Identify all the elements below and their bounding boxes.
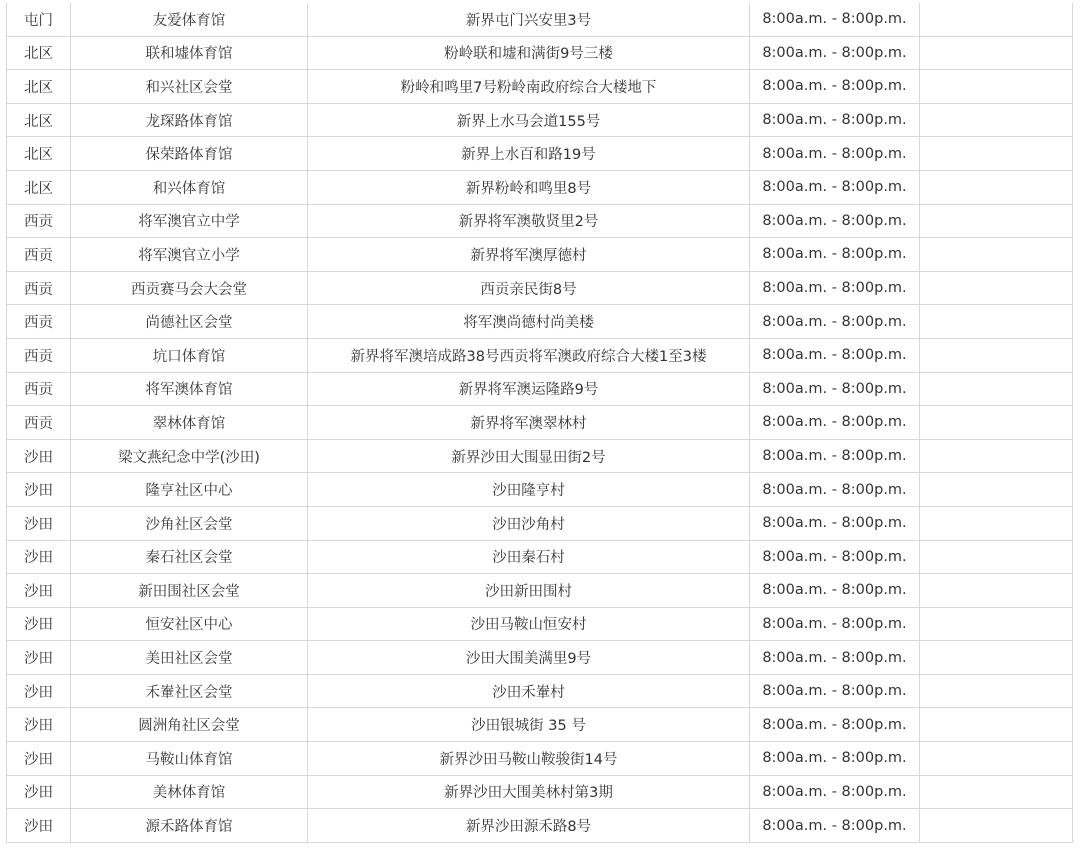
venue-cell: 沙角社区会堂 xyxy=(71,506,308,540)
table-row xyxy=(7,238,1073,272)
venue-cell: 保荣路体育馆 xyxy=(71,137,308,171)
venue-cell: 将军澳官立中学 xyxy=(71,204,308,238)
hours-cell: 8:00a.m. - 8:00p.m. xyxy=(750,439,920,473)
table-row xyxy=(7,708,1073,742)
address-cell: 沙田大围美满里9号 xyxy=(308,641,750,675)
district-cell: 西贡 xyxy=(7,238,71,272)
hours-cell: 8:00a.m. - 8:00p.m. xyxy=(750,36,920,70)
hours-cell: 8:00a.m. - 8:00p.m. xyxy=(750,406,920,440)
venue-cell: 新田围社区会堂 xyxy=(71,574,308,608)
hours-cell: 8:00a.m. - 8:00p.m. xyxy=(750,305,920,339)
district-cell: 沙田 xyxy=(7,708,71,742)
hours-cell: 8:00a.m. - 8:00p.m. xyxy=(750,137,920,171)
table-row xyxy=(7,137,1073,171)
venue-cell: 和兴体育馆 xyxy=(71,170,308,204)
address-cell: 粉岭联和墟和满街9号三楼 xyxy=(308,36,750,70)
address-cell: 沙田马鞍山恒安村 xyxy=(308,607,750,641)
extra-cell xyxy=(920,574,1073,608)
address-cell: 将军澳尚德村尚美楼 xyxy=(308,305,750,339)
district-cell: 沙田 xyxy=(7,641,71,675)
extra-cell xyxy=(920,137,1073,171)
district-cell: 沙田 xyxy=(7,775,71,809)
table-row xyxy=(7,305,1073,339)
venue-cell: 尚德社区会堂 xyxy=(71,305,308,339)
extra-cell xyxy=(920,607,1073,641)
hours-cell: 8:00a.m. - 8:00p.m. xyxy=(750,775,920,809)
venue-cell: 美田社区会堂 xyxy=(71,641,308,675)
address-cell: 新界屯门兴安里3号 xyxy=(308,3,750,36)
district-cell: 沙田 xyxy=(7,674,71,708)
hours-cell: 8:00a.m. - 8:00p.m. xyxy=(750,338,920,372)
venue-table xyxy=(6,3,1073,843)
extra-cell xyxy=(920,103,1073,137)
district-cell: 西贡 xyxy=(7,204,71,238)
hours-cell: 8:00a.m. - 8:00p.m. xyxy=(750,238,920,272)
district-cell: 沙田 xyxy=(7,809,71,843)
hours-cell: 8:00a.m. - 8:00p.m. xyxy=(750,809,920,843)
venue-cell: 龙琛路体育馆 xyxy=(71,103,308,137)
address-cell: 新界沙田大围美林村第3期 xyxy=(308,775,750,809)
venue-cell: 将军澳官立小学 xyxy=(71,238,308,272)
table-row xyxy=(7,271,1073,305)
address-cell: 沙田禾輋村 xyxy=(308,674,750,708)
venue-table-body xyxy=(7,3,1073,842)
district-cell: 屯门 xyxy=(7,3,71,36)
extra-cell xyxy=(920,406,1073,440)
extra-cell xyxy=(920,641,1073,675)
district-cell: 北区 xyxy=(7,103,71,137)
venue-table-container xyxy=(6,3,1072,843)
district-cell: 沙田 xyxy=(7,506,71,540)
table-row xyxy=(7,36,1073,70)
extra-cell xyxy=(920,372,1073,406)
district-cell: 沙田 xyxy=(7,473,71,507)
district-cell: 沙田 xyxy=(7,540,71,574)
extra-cell xyxy=(920,674,1073,708)
extra-cell xyxy=(920,338,1073,372)
table-row xyxy=(7,506,1073,540)
extra-cell xyxy=(920,775,1073,809)
table-row xyxy=(7,574,1073,608)
district-cell: 西贡 xyxy=(7,271,71,305)
extra-cell xyxy=(920,204,1073,238)
address-cell: 新界将军澳培成路38号西贡将军澳政府综合大楼1至3楼 xyxy=(308,338,750,372)
district-cell: 西贡 xyxy=(7,305,71,339)
district-cell: 西贡 xyxy=(7,338,71,372)
venue-cell: 恒安社区中心 xyxy=(71,607,308,641)
hours-cell: 8:00a.m. - 8:00p.m. xyxy=(750,708,920,742)
district-cell: 西贡 xyxy=(7,406,71,440)
venue-cell: 隆亨社区中心 xyxy=(71,473,308,507)
hours-cell: 8:00a.m. - 8:00p.m. xyxy=(750,3,920,36)
district-cell: 沙田 xyxy=(7,607,71,641)
address-cell: 沙田秦石村 xyxy=(308,540,750,574)
district-cell: 西贡 xyxy=(7,372,71,406)
hours-cell: 8:00a.m. - 8:00p.m. xyxy=(750,271,920,305)
venue-cell: 和兴社区会堂 xyxy=(71,70,308,104)
hours-cell: 8:00a.m. - 8:00p.m. xyxy=(750,204,920,238)
extra-cell xyxy=(920,3,1073,36)
hours-cell: 8:00a.m. - 8:00p.m. xyxy=(750,473,920,507)
extra-cell xyxy=(920,809,1073,843)
hours-cell: 8:00a.m. - 8:00p.m. xyxy=(750,170,920,204)
venue-cell: 美林体育馆 xyxy=(71,775,308,809)
venue-cell: 友爱体育馆 xyxy=(71,3,308,36)
district-cell: 北区 xyxy=(7,70,71,104)
hours-cell: 8:00a.m. - 8:00p.m. xyxy=(750,372,920,406)
table-row xyxy=(7,439,1073,473)
extra-cell xyxy=(920,506,1073,540)
table-row xyxy=(7,540,1073,574)
venue-cell: 梁文燕纪念中学(沙田) xyxy=(71,439,308,473)
venue-cell: 源禾路体育馆 xyxy=(71,809,308,843)
hours-cell: 8:00a.m. - 8:00p.m. xyxy=(750,506,920,540)
venue-cell: 禾輋社区会堂 xyxy=(71,674,308,708)
hours-cell: 8:00a.m. - 8:00p.m. xyxy=(750,70,920,104)
venue-cell: 西贡赛马会大会堂 xyxy=(71,271,308,305)
address-cell: 新界上水百和路19号 xyxy=(308,137,750,171)
table-row xyxy=(7,204,1073,238)
extra-cell xyxy=(920,170,1073,204)
table-row xyxy=(7,70,1073,104)
extra-cell xyxy=(920,540,1073,574)
address-cell: 新界沙田源禾路8号 xyxy=(308,809,750,843)
hours-cell: 8:00a.m. - 8:00p.m. xyxy=(750,742,920,776)
table-row xyxy=(7,641,1073,675)
table-row xyxy=(7,338,1073,372)
venue-cell: 将军澳体育馆 xyxy=(71,372,308,406)
table-row xyxy=(7,406,1073,440)
extra-cell xyxy=(920,473,1073,507)
table-row xyxy=(7,473,1073,507)
venue-cell: 秦石社区会堂 xyxy=(71,540,308,574)
address-cell: 粉岭和鸣里7号粉岭南政府综合大楼地下 xyxy=(308,70,750,104)
extra-cell xyxy=(920,742,1073,776)
table-row xyxy=(7,103,1073,137)
address-cell: 新界沙田马鞍山鞍骏街14号 xyxy=(308,742,750,776)
hours-cell: 8:00a.m. - 8:00p.m. xyxy=(750,103,920,137)
extra-cell xyxy=(920,70,1073,104)
table-row xyxy=(7,674,1073,708)
table-row xyxy=(7,170,1073,204)
hours-cell: 8:00a.m. - 8:00p.m. xyxy=(750,641,920,675)
address-cell: 沙田沙角村 xyxy=(308,506,750,540)
hours-cell: 8:00a.m. - 8:00p.m. xyxy=(750,607,920,641)
hours-cell: 8:00a.m. - 8:00p.m. xyxy=(750,540,920,574)
extra-cell xyxy=(920,305,1073,339)
venue-cell: 翠林体育馆 xyxy=(71,406,308,440)
table-row xyxy=(7,607,1073,641)
district-cell: 北区 xyxy=(7,170,71,204)
address-cell: 新界将军澳敬贤里2号 xyxy=(308,204,750,238)
hours-cell: 8:00a.m. - 8:00p.m. xyxy=(750,574,920,608)
address-cell: 新界将军澳运隆路9号 xyxy=(308,372,750,406)
table-row xyxy=(7,372,1073,406)
venue-cell: 联和墟体育馆 xyxy=(71,36,308,70)
address-cell: 沙田新田围村 xyxy=(308,574,750,608)
extra-cell xyxy=(920,36,1073,70)
extra-cell xyxy=(920,238,1073,272)
address-cell: 沙田隆亨村 xyxy=(308,473,750,507)
extra-cell xyxy=(920,439,1073,473)
address-cell: 新界沙田大围显田街2号 xyxy=(308,439,750,473)
address-cell: 新界上水马会道155号 xyxy=(308,103,750,137)
extra-cell xyxy=(920,271,1073,305)
address-cell: 沙田银城街 35 号 xyxy=(308,708,750,742)
address-cell: 西贡亲民街8号 xyxy=(308,271,750,305)
table-row xyxy=(7,742,1073,776)
table-row xyxy=(7,809,1073,843)
extra-cell xyxy=(920,708,1073,742)
district-cell: 沙田 xyxy=(7,742,71,776)
venue-cell: 坑口体育馆 xyxy=(71,338,308,372)
district-cell: 沙田 xyxy=(7,574,71,608)
address-cell: 新界粉岭和鸣里8号 xyxy=(308,170,750,204)
address-cell: 新界将军澳翠林村 xyxy=(308,406,750,440)
venue-cell: 马鞍山体育馆 xyxy=(71,742,308,776)
hours-cell: 8:00a.m. - 8:00p.m. xyxy=(750,674,920,708)
table-row xyxy=(7,3,1073,36)
district-cell: 沙田 xyxy=(7,439,71,473)
address-cell: 新界将军澳厚德村 xyxy=(308,238,750,272)
district-cell: 北区 xyxy=(7,36,71,70)
district-cell: 北区 xyxy=(7,137,71,171)
table-row xyxy=(7,775,1073,809)
venue-cell: 圆洲角社区会堂 xyxy=(71,708,308,742)
